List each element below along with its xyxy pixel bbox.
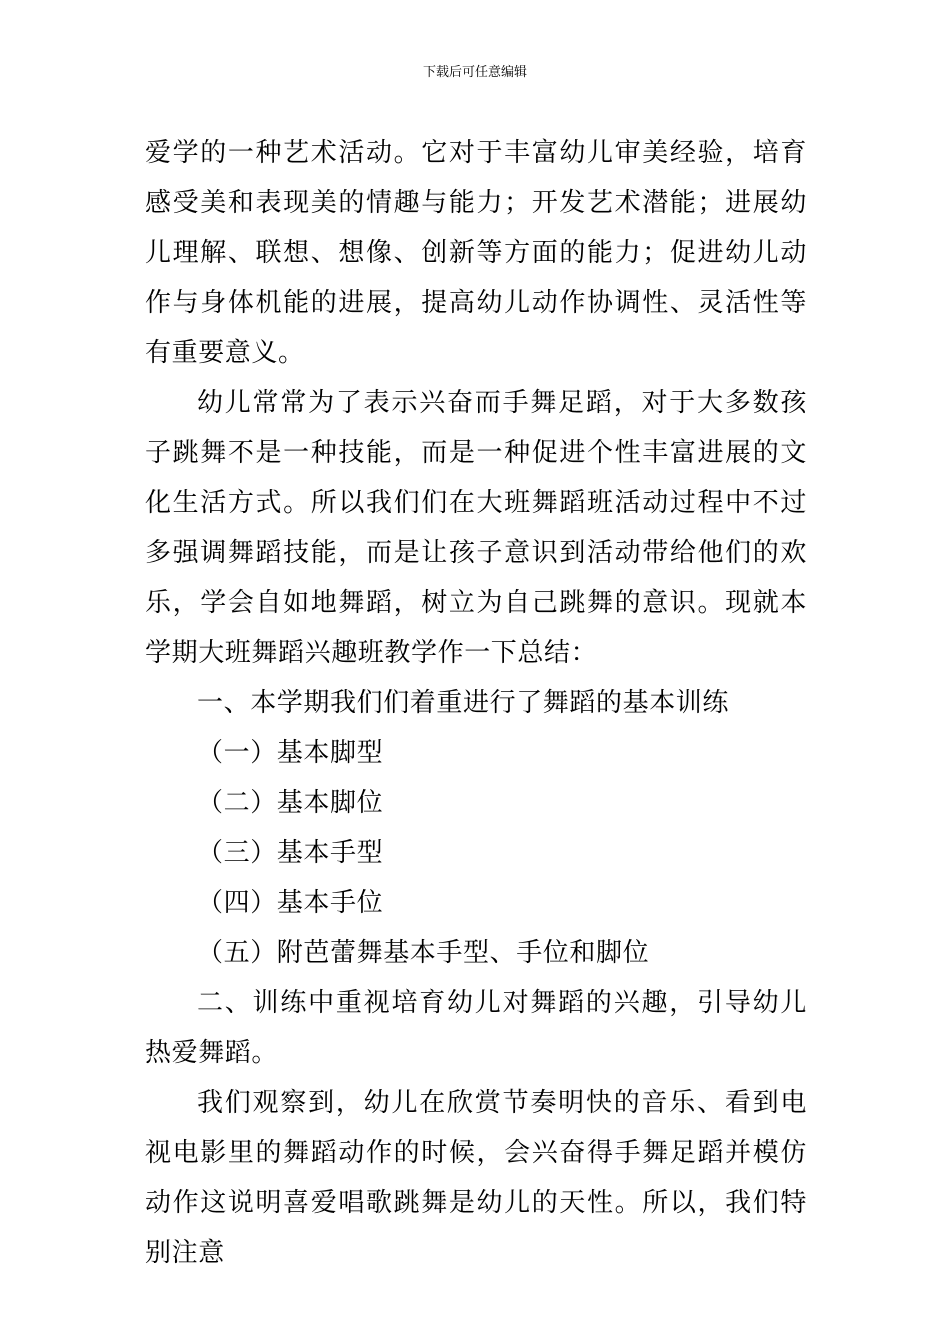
list-item: （四）基本手位 — [197, 888, 384, 918]
list-item: （二）基本脚位 — [197, 788, 384, 818]
section-heading-1: 一、本学期我们们着重进行了舞蹈的基本训练 — [197, 688, 730, 718]
paragraph-observation: 我们观察到，幼儿在欣赏节奏明快的音乐、看到电视电影里的舞蹈动作的时候，会兴奋得手舞足蹈并模仿动作这说明喜爱唱歌跳舞是幼儿的天性。所以，我们特别注意 — [145, 1088, 807, 1268]
page-header: 下载后可任意编辑 — [422, 65, 527, 80]
list-item: （一）基本脚型 — [197, 738, 384, 768]
paragraph-continuation: 爱学的一种艺术活动。它对于丰富幼儿审美经验，培育感受美和表现美的情趣与能力；开发艺术潜能；进展幼儿理解、联想、想像、创新等方面的能力；促进幼儿动作与身体机能的进展，提高幼儿动作协调性、灵活性等有重要意义。 — [145, 138, 807, 368]
list-item: （三）基本手型 — [197, 838, 384, 868]
section-heading-2: 二、训练中重视培育幼儿对舞蹈的兴趣，引导幼儿热爱舞蹈。 — [145, 988, 807, 1068]
document-body — [145, 128, 807, 1278]
list-item: （五）附芭蕾舞基本手型、手位和脚位 — [197, 938, 650, 968]
paragraph-intro: 幼儿常常为了表示兴奋而手舞足蹈，对于大多数孩子跳舞不是一种技能，而是一种促进个性丰富进展的文化生活方式。所以我们们在大班舞蹈班活动过程中不过多强调舞蹈技能，而是让孩子意识到活动带给他们的欢乐，学会自如地舞蹈，树立为自己跳舞的意识。现就本学期大班舞蹈兴趣班教学作一下总结： — [145, 388, 807, 668]
